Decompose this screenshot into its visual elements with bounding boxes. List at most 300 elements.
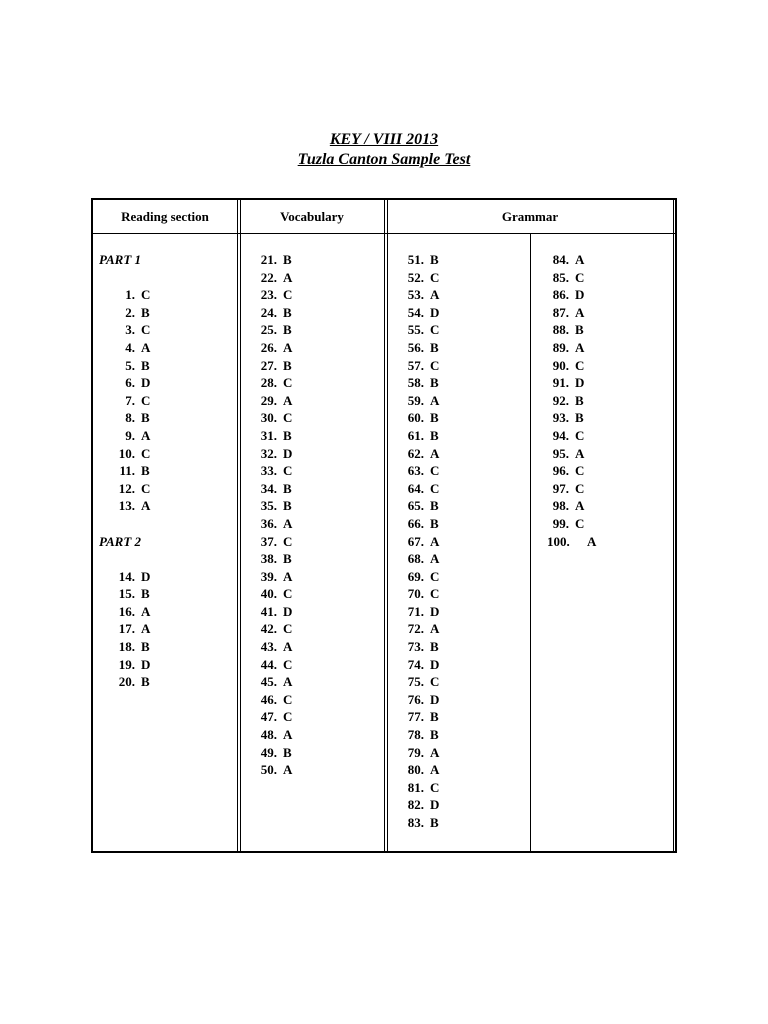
answer-letter: B xyxy=(141,410,150,426)
question-number: 56. xyxy=(407,339,424,355)
answer-row xyxy=(547,462,596,480)
answer-letter: C xyxy=(283,656,293,672)
question-number: 58. xyxy=(407,375,424,391)
question-number: 19. xyxy=(118,656,135,672)
answer-row xyxy=(255,445,292,463)
question-number: 82. xyxy=(407,797,424,813)
answer-letter: B xyxy=(283,744,292,760)
answer-letter: C xyxy=(141,445,151,461)
answer-row xyxy=(402,409,439,427)
answer-letter: D xyxy=(283,445,293,461)
answer-row xyxy=(113,656,150,674)
answer-row xyxy=(113,286,150,304)
question-number: 22. xyxy=(260,269,277,285)
answer-letter: B xyxy=(141,304,150,320)
question-number: 77. xyxy=(407,709,424,725)
answer-letter: A xyxy=(430,762,440,778)
answer-row xyxy=(402,497,439,515)
question-number: 1. xyxy=(125,287,135,303)
question-number: 48. xyxy=(260,727,277,743)
question-number: 85. xyxy=(552,269,569,285)
question-number: 60. xyxy=(407,410,424,426)
answer-letter: A xyxy=(430,287,440,303)
answer-row xyxy=(402,638,439,656)
question-number: 65. xyxy=(407,498,424,514)
answer-row xyxy=(547,409,596,427)
vocabulary-answers xyxy=(255,251,292,779)
answer-letter: D xyxy=(141,375,151,391)
question-number: 87. xyxy=(552,304,569,320)
answer-row xyxy=(113,585,150,603)
answer-row xyxy=(255,691,292,709)
answer-row xyxy=(113,409,150,427)
answer-row xyxy=(547,480,596,498)
part1-label: PART 1 xyxy=(99,252,142,267)
question-number: 2. xyxy=(125,304,135,320)
answer-row xyxy=(547,392,596,410)
answer-letter: A xyxy=(575,445,585,461)
answer-row xyxy=(255,603,292,621)
answer-row xyxy=(255,533,292,551)
question-number: 63. xyxy=(407,463,424,479)
question-number: 14. xyxy=(118,568,135,584)
answer-row xyxy=(402,585,439,603)
answer-letter: A xyxy=(283,392,293,408)
answer-row xyxy=(547,357,596,375)
answer-letter: A xyxy=(587,533,597,549)
answer-letter: B xyxy=(430,427,439,443)
answer-row xyxy=(402,673,439,691)
question-number: 78. xyxy=(407,727,424,743)
answer-row xyxy=(255,251,292,269)
answer-row xyxy=(113,304,150,322)
answer-row xyxy=(255,480,292,498)
answer-row xyxy=(255,708,292,726)
answer-letter: D xyxy=(430,691,440,707)
answer-letter: A xyxy=(283,269,293,285)
question-number: 72. xyxy=(407,621,424,637)
question-number: 38. xyxy=(260,551,277,567)
question-number: 11. xyxy=(119,463,135,479)
answer-row xyxy=(255,585,292,603)
question-number: 28. xyxy=(260,375,277,391)
part1-answers xyxy=(99,286,150,515)
answer-row xyxy=(402,480,439,498)
answer-row xyxy=(255,286,292,304)
answer-letter: C xyxy=(283,586,293,602)
answer-letter: A xyxy=(283,339,293,355)
answer-row xyxy=(547,321,596,339)
answer-letter: A xyxy=(575,339,585,355)
answer-letter: C xyxy=(141,287,151,303)
answer-letter: A xyxy=(430,445,440,461)
header-reading: Reading section xyxy=(121,209,209,224)
question-number: 50. xyxy=(260,762,277,778)
question-number: 93. xyxy=(552,410,569,426)
answer-letter: A xyxy=(141,603,151,619)
answer-letter: A xyxy=(283,727,293,743)
column-divider xyxy=(530,233,531,851)
answer-row xyxy=(402,374,439,392)
question-number: 91. xyxy=(552,375,569,391)
answer-row xyxy=(255,321,292,339)
question-number: 64. xyxy=(407,480,424,496)
question-number: 49. xyxy=(260,744,277,760)
answer-row xyxy=(255,673,292,691)
question-number: 44. xyxy=(260,656,277,672)
answer-letter: C xyxy=(283,410,293,426)
question-number: 89. xyxy=(552,339,569,355)
answer-row xyxy=(113,339,150,357)
question-number: 34. xyxy=(260,480,277,496)
answer-letter: B xyxy=(575,392,584,408)
answer-letter: B xyxy=(430,498,439,514)
question-number: 10. xyxy=(118,445,135,461)
answer-row xyxy=(113,357,150,375)
question-number: 16. xyxy=(118,603,135,619)
answer-row xyxy=(547,304,596,322)
document-title: KEY / VIII 2013 xyxy=(329,131,439,148)
part2-answers xyxy=(99,568,150,691)
question-number: 76. xyxy=(407,691,424,707)
answer-letter: B xyxy=(283,304,292,320)
question-number: 43. xyxy=(260,639,277,655)
question-number: 70. xyxy=(407,586,424,602)
answer-letter: A xyxy=(283,674,293,690)
answer-row xyxy=(255,374,292,392)
question-number: 30. xyxy=(260,410,277,426)
answer-letter: C xyxy=(283,375,293,391)
question-number: 57. xyxy=(407,357,424,373)
answer-letter: C xyxy=(283,691,293,707)
question-number: 55. xyxy=(407,322,424,338)
question-number: 9. xyxy=(125,427,135,443)
answer-letter: B xyxy=(575,410,584,426)
answer-row xyxy=(547,251,596,269)
answer-letter: C xyxy=(575,427,585,443)
answer-row xyxy=(113,321,150,339)
question-number: 75. xyxy=(407,674,424,690)
answer-letter: A xyxy=(430,392,440,408)
answer-row xyxy=(402,779,439,797)
question-number: 15. xyxy=(118,586,135,602)
answer-row xyxy=(113,374,150,392)
answer-row xyxy=(402,814,439,832)
question-number: 20. xyxy=(118,674,135,690)
answer-letter: C xyxy=(430,463,440,479)
question-number: 46. xyxy=(260,691,277,707)
answer-row xyxy=(402,568,439,586)
answer-letter: C xyxy=(430,568,440,584)
question-number: 94. xyxy=(552,427,569,443)
answer-letter: B xyxy=(430,639,439,655)
question-number: 40. xyxy=(260,586,277,602)
question-number: 36. xyxy=(260,515,277,531)
question-number: 52. xyxy=(407,269,424,285)
answer-row xyxy=(402,445,439,463)
answer-row xyxy=(547,497,596,515)
question-number: 24. xyxy=(260,304,277,320)
answer-row xyxy=(113,392,150,410)
answer-row xyxy=(255,568,292,586)
question-number: 97. xyxy=(552,480,569,496)
document-subtitle: Tuzla Canton Sample Test xyxy=(297,151,471,168)
answer-letter: D xyxy=(575,375,585,391)
question-number: 21. xyxy=(260,252,277,267)
answer-letter: C xyxy=(575,463,585,479)
answer-row xyxy=(255,392,292,410)
question-number: 37. xyxy=(260,533,277,549)
question-number: 59. xyxy=(407,392,424,408)
question-number: 51. xyxy=(407,252,424,267)
question-number: 5. xyxy=(125,357,135,373)
answer-row xyxy=(113,603,150,621)
answer-letter: A xyxy=(141,427,151,443)
answer-letter: B xyxy=(430,709,439,725)
question-number: 32. xyxy=(260,445,277,461)
answer-row xyxy=(255,638,292,656)
answer-row xyxy=(113,445,150,463)
answer-key-table xyxy=(91,198,677,853)
question-number: 3. xyxy=(125,322,135,338)
question-number: 84. xyxy=(552,252,569,267)
answer-row xyxy=(255,462,292,480)
question-number: 33. xyxy=(260,463,277,479)
question-number: 53. xyxy=(407,287,424,303)
answer-row xyxy=(402,603,439,621)
answer-row xyxy=(255,620,292,638)
answer-row xyxy=(113,427,150,445)
answer-row xyxy=(402,533,439,551)
question-number: 66. xyxy=(407,515,424,531)
question-number: 17. xyxy=(118,621,135,637)
answer-letter: D xyxy=(141,656,151,672)
answer-letter: C xyxy=(575,357,585,373)
answer-row xyxy=(113,673,150,691)
answer-letter: D xyxy=(430,656,440,672)
answer-row xyxy=(113,462,150,480)
answer-row xyxy=(402,726,439,744)
answer-row xyxy=(402,515,439,533)
answer-row xyxy=(113,480,150,498)
answer-row xyxy=(255,339,292,357)
answer-letter: A xyxy=(430,551,440,567)
question-number: 23. xyxy=(260,287,277,303)
answer-row xyxy=(255,761,292,779)
answer-letter: A xyxy=(283,568,293,584)
header-vocabulary: Vocabulary xyxy=(280,209,344,224)
question-number: 29. xyxy=(260,392,277,408)
answer-row xyxy=(402,427,439,445)
answer-letter: D xyxy=(283,603,293,619)
answer-row xyxy=(255,409,292,427)
answer-row xyxy=(402,321,439,339)
answer-letter: C xyxy=(430,322,440,338)
answer-row xyxy=(402,796,439,814)
question-number: 18. xyxy=(118,639,135,655)
answer-letter: C xyxy=(141,480,151,496)
answer-row xyxy=(402,550,439,568)
answer-row xyxy=(255,357,292,375)
question-number: 69. xyxy=(407,568,424,584)
answer-letter: B xyxy=(283,252,292,267)
answer-letter: C xyxy=(575,480,585,496)
answer-letter: A xyxy=(430,533,440,549)
answer-row xyxy=(255,304,292,322)
answer-row xyxy=(402,269,439,287)
question-number: 100. xyxy=(547,533,570,549)
answer-letter: A xyxy=(141,339,151,355)
question-number: 41. xyxy=(260,603,277,619)
answer-letter: C xyxy=(283,533,293,549)
header-divider xyxy=(93,233,675,234)
answer-letter: C xyxy=(141,392,151,408)
answer-row xyxy=(255,427,292,445)
question-number: 35. xyxy=(260,498,277,514)
answer-row xyxy=(255,497,292,515)
answer-letter: B xyxy=(283,427,292,443)
question-number: 31. xyxy=(260,427,277,443)
answer-letter: C xyxy=(141,322,151,338)
question-number: 99. xyxy=(552,515,569,531)
question-number: 4. xyxy=(125,339,135,355)
answer-row xyxy=(402,304,439,322)
question-number: 7. xyxy=(125,392,135,408)
answer-row xyxy=(113,620,150,638)
answer-row xyxy=(402,744,439,762)
answer-row xyxy=(402,656,439,674)
answer-letter: C xyxy=(430,779,440,795)
answer-letter: B xyxy=(430,515,439,531)
answer-row xyxy=(402,357,439,375)
question-number: 86. xyxy=(552,287,569,303)
answer-letter: C xyxy=(430,586,440,602)
answer-letter: B xyxy=(283,357,292,373)
answer-row xyxy=(113,638,150,656)
answer-letter: B xyxy=(141,357,150,373)
question-number: 95. xyxy=(552,445,569,461)
question-number: 27. xyxy=(260,357,277,373)
answer-row xyxy=(402,392,439,410)
reading-column xyxy=(99,251,150,691)
answer-row xyxy=(547,515,596,533)
answer-letter: D xyxy=(430,304,440,320)
question-number: 98. xyxy=(552,498,569,514)
question-number: 71. xyxy=(407,603,424,619)
answer-letter: B xyxy=(283,322,292,338)
answer-letter: B xyxy=(283,551,292,567)
column-divider xyxy=(237,200,238,851)
question-number: 68. xyxy=(407,551,424,567)
answer-row xyxy=(113,568,150,586)
answer-letter: C xyxy=(283,287,293,303)
answer-letter: C xyxy=(430,269,440,285)
question-number: 26. xyxy=(260,339,277,355)
answer-row xyxy=(402,339,439,357)
question-number: 79. xyxy=(407,744,424,760)
answer-row xyxy=(402,691,439,709)
answer-letter: B xyxy=(283,480,292,496)
answer-letter: C xyxy=(430,674,440,690)
answer-row xyxy=(547,339,596,357)
answer-row xyxy=(402,462,439,480)
answer-letter: D xyxy=(430,797,440,813)
question-number: 73. xyxy=(407,639,424,655)
answer-letter: B xyxy=(430,727,439,743)
answer-letter: B xyxy=(430,815,439,830)
grammar-answers-1 xyxy=(402,251,439,832)
question-number: 12. xyxy=(118,480,135,496)
answer-letter: B xyxy=(430,252,439,267)
question-number: 13. xyxy=(118,498,135,514)
answer-letter: D xyxy=(141,568,151,584)
answer-letter: C xyxy=(430,357,440,373)
answer-letter: C xyxy=(283,621,293,637)
answer-letter: A xyxy=(283,515,293,531)
answer-row xyxy=(547,533,596,551)
answer-letter: B xyxy=(141,639,150,655)
question-number: 83. xyxy=(407,815,424,830)
question-number: 74. xyxy=(407,656,424,672)
answer-letter: B xyxy=(430,410,439,426)
answer-letter: A xyxy=(430,621,440,637)
question-number: 90. xyxy=(552,357,569,373)
column-divider xyxy=(384,200,385,851)
answer-row xyxy=(547,427,596,445)
answer-letter: C xyxy=(283,709,293,725)
answer-row xyxy=(255,744,292,762)
question-number: 8. xyxy=(125,410,135,426)
answer-row xyxy=(255,515,292,533)
answer-row xyxy=(402,761,439,779)
answer-row xyxy=(547,269,596,287)
answer-letter: B xyxy=(141,586,150,602)
answer-letter: A xyxy=(575,304,585,320)
answer-letter: A xyxy=(575,252,585,267)
answer-letter: B xyxy=(430,339,439,355)
question-number: 80. xyxy=(407,762,424,778)
question-number: 6. xyxy=(125,375,135,391)
question-number: 92. xyxy=(552,392,569,408)
question-number: 62. xyxy=(407,445,424,461)
header-grammar: Grammar xyxy=(501,209,559,224)
question-number: 81. xyxy=(407,779,424,795)
answer-letter: A xyxy=(575,498,585,514)
answer-letter: A xyxy=(141,498,151,514)
question-number: 25. xyxy=(260,322,277,338)
answer-letter: D xyxy=(575,287,585,303)
answer-row xyxy=(255,726,292,744)
answer-letter: A xyxy=(430,744,440,760)
answer-row xyxy=(402,251,439,269)
question-number: 47. xyxy=(260,709,277,725)
answer-row xyxy=(547,374,596,392)
answer-row xyxy=(402,620,439,638)
answer-letter: B xyxy=(575,322,584,338)
answer-letter: C xyxy=(430,480,440,496)
answer-letter: B xyxy=(283,498,292,514)
answer-letter: A xyxy=(283,762,293,778)
question-number: 42. xyxy=(260,621,277,637)
question-number: 39. xyxy=(260,568,277,584)
answer-letter: B xyxy=(141,674,150,690)
answer-letter: C xyxy=(575,269,585,285)
column-divider xyxy=(240,200,241,851)
question-number: 67. xyxy=(407,533,424,549)
question-number: 45. xyxy=(260,674,277,690)
answer-row xyxy=(402,286,439,304)
answer-row xyxy=(255,269,292,287)
